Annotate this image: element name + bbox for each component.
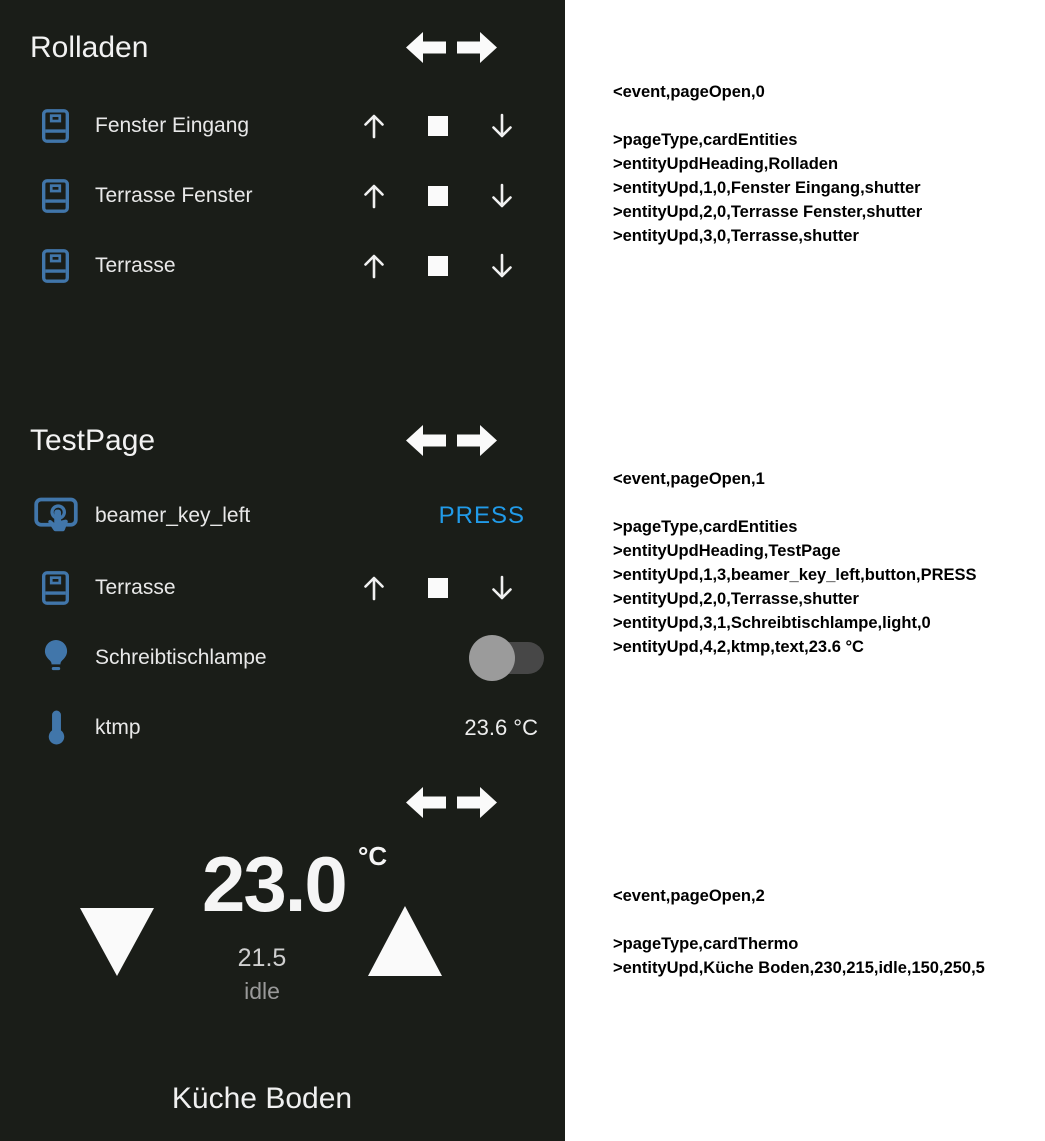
log-line: >entityUpdHeading,TestPage <box>613 542 841 560</box>
shutter-stop-button[interactable] <box>428 256 448 276</box>
log-line: >entityUpd,4,2,ktmp,text,23.6 °C <box>613 638 864 656</box>
entity-row-ktmp <box>0 694 565 762</box>
thermostat-title: Küche Boden <box>171 1082 353 1115</box>
log-block-pageopen-1 <box>613 467 1043 659</box>
log-line: >entityUpd,2,0,Terrasse,shutter <box>613 590 859 608</box>
log-line: >pageType,cardEntities <box>613 131 798 149</box>
stop-square-icon <box>428 186 448 206</box>
shutter-down-button[interactable] <box>487 251 517 281</box>
nav-next-icon[interactable] <box>457 787 497 818</box>
entity-label: Terrasse Fenster <box>95 184 253 207</box>
entity-label: beamer_key_left <box>95 504 251 527</box>
entity-row-schreibtischlampe <box>0 624 565 692</box>
entity-label: ktmp <box>95 716 141 739</box>
entity-label: Terrasse <box>95 576 176 599</box>
log-line: >entityUpd,Küche Boden,230,215,idle,150,250,5 <box>613 959 985 977</box>
nav-prev-icon[interactable] <box>406 425 446 456</box>
thermometer-icon <box>48 710 65 746</box>
shutter-stop-button[interactable] <box>428 116 448 136</box>
hvac-state: idle <box>244 978 280 1004</box>
log-line: >entityUpd,2,0,Terrasse Fenster,shutter <box>613 203 923 221</box>
temperature-unit: °C <box>358 841 388 871</box>
shutter-stop-button[interactable] <box>428 186 448 206</box>
entity-label: Schreibtischlampe <box>95 646 267 669</box>
sensor-value: 23.6 °C <box>464 715 538 740</box>
shutter-up-button[interactable] <box>359 573 389 603</box>
shutter-up-button[interactable] <box>359 111 389 141</box>
log-event-line: <event,pageOpen,2 <box>613 887 765 905</box>
entity-label: Fenster Eingang <box>95 114 250 137</box>
log-line: >entityUpd,3,0,Terrasse,shutter <box>613 227 859 245</box>
entity-row-terrasse-fenster <box>0 162 565 230</box>
current-temperature: 23.0 <box>202 840 346 928</box>
shutter-icon <box>42 571 69 605</box>
toggle-knob <box>469 635 515 681</box>
nav-next-icon[interactable] <box>457 425 497 456</box>
entity-row-terrasse-2 <box>0 554 565 622</box>
log-block-pageopen-0 <box>613 80 1043 248</box>
entity-row-fenster-eingang <box>0 92 565 160</box>
light-toggle[interactable] <box>469 634 545 682</box>
log-line: >entityUpd,1,3,beamer_key_left,button,PRESS <box>613 566 977 584</box>
log-line: >entityUpd,3,1,Schreibtischlampe,light,0 <box>613 614 931 632</box>
shutter-down-button[interactable] <box>487 181 517 211</box>
shutter-icon <box>42 179 69 213</box>
shutter-stop-button[interactable] <box>428 578 448 598</box>
gesture-tap-button-icon <box>34 496 78 536</box>
entity-row-beamer-key-left <box>0 482 565 550</box>
stop-square-icon <box>428 578 448 598</box>
shutter-up-button[interactable] <box>359 181 389 211</box>
log-line: >entityUpd,1,0,Fenster Eingang,shutter <box>613 179 921 197</box>
log-line: >entityUpdHeading,Rolladen <box>613 155 839 173</box>
entity-label: Terrasse <box>95 254 176 277</box>
shutter-down-button[interactable] <box>487 573 517 603</box>
shutter-up-button[interactable] <box>359 251 389 281</box>
shutter-icon <box>42 109 69 143</box>
log-line: >pageType,cardEntities <box>613 518 798 536</box>
shutter-down-button[interactable] <box>487 111 517 141</box>
lightbulb-icon <box>42 639 70 677</box>
log-block-pageopen-2 <box>613 884 1043 980</box>
nav-next-icon[interactable] <box>457 32 497 63</box>
log-event-line: <event,pageOpen,0 <box>613 83 765 101</box>
page-title-rolladen: Rolladen <box>30 31 149 64</box>
nav-prev-icon[interactable] <box>406 32 446 63</box>
target-temperature: 21.5 <box>237 944 287 972</box>
log-event-line: <event,pageOpen,1 <box>613 470 765 488</box>
page-title-testpage: TestPage <box>30 424 156 457</box>
entity-row-terrasse <box>0 232 565 300</box>
press-button[interactable]: PRESS <box>438 502 525 529</box>
shutter-icon <box>42 249 69 283</box>
log-line: >pageType,cardThermo <box>613 935 799 953</box>
stop-square-icon <box>428 116 448 136</box>
stop-square-icon <box>428 256 448 276</box>
nav-prev-icon[interactable] <box>406 787 446 818</box>
